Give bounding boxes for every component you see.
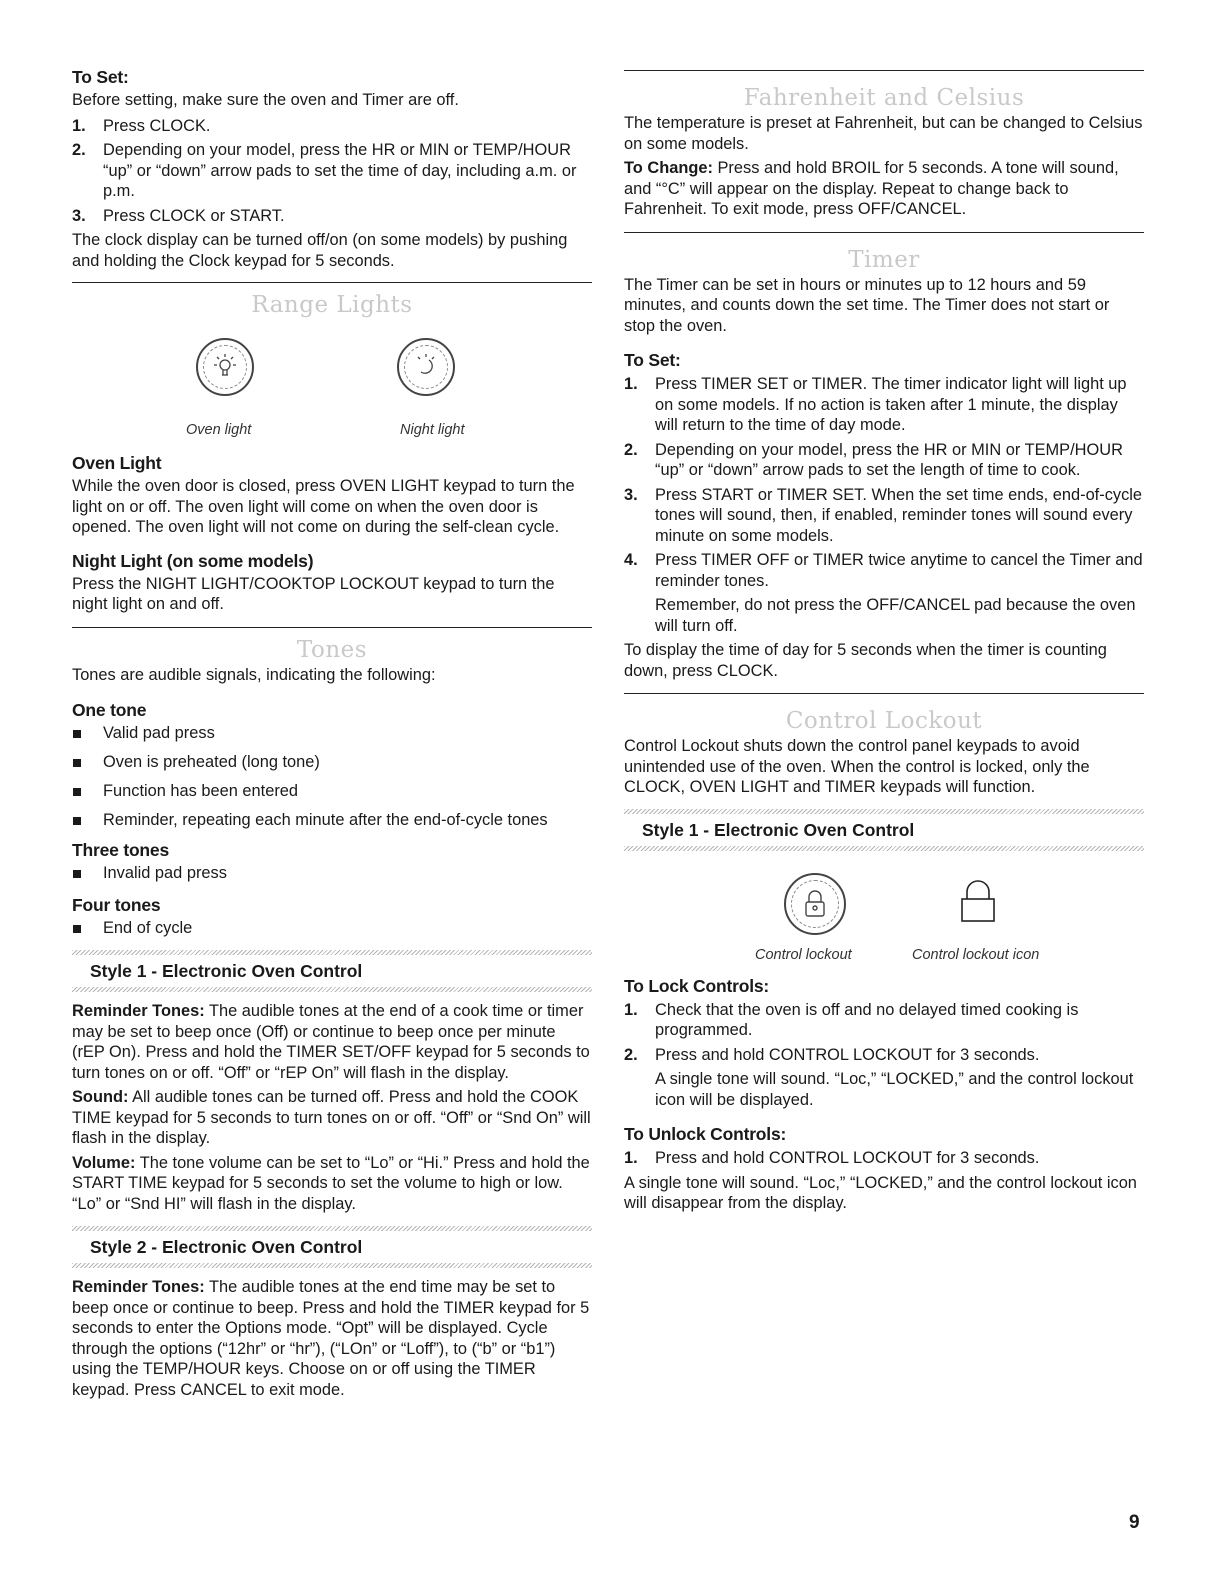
night-light-icon	[397, 338, 455, 396]
toset-heading: To Set:	[72, 67, 129, 87]
lock-outline-icon	[958, 875, 998, 923]
four-tones-heading: Four tones	[72, 894, 161, 915]
lock-steps	[624, 1000, 1144, 1111]
list-item: 2. Depending on your model, press the HR or MIN or TEMP/HOUR “up” or “down” arrow pads to set the length of time to cook.	[624, 440, 1123, 479]
three-tones-heading: Three tones	[72, 840, 169, 860]
fc-change: To Change: Press and hold BROIL for 5 seconds. A tone will sound, and “°C” will appear on the display. Repeat to change back to Fahrenheit. To exit mode, press OFF/CANCEL.	[624, 159, 1119, 218]
section-title-fahrenheit-celsius: Fahrenheit and Celsius	[743, 85, 1025, 111]
one-tone-heading: One tone	[72, 700, 147, 720]
hatch-divider	[72, 1263, 592, 1268]
list-item: Oven is preheated (long tone)	[72, 752, 592, 773]
list-item: 2. Press and hold CONTROL LOCKOUT for 3 seconds. A single tone will sound. “Loc,” “LOCKED,” and the control lockout icon will be displayed.	[624, 1045, 1134, 1109]
list-item: End of cycle	[72, 918, 592, 939]
divider	[72, 282, 592, 283]
one-tone-list	[72, 723, 592, 831]
style1-lockout-heading: Style 1 - Electronic Oven Control	[642, 819, 915, 840]
list-item: 1. Press TIMER SET or TIMER. The timer indicator light will light up on some models. If no action is taken after 1 minute, the display will return to the time of day mode.	[624, 375, 1127, 434]
range-lights-icons	[72, 320, 592, 448]
section-title-range-lights: Range Lights	[251, 292, 413, 318]
divider	[624, 232, 1144, 233]
section-title-control-lockout: Control Lockout	[785, 708, 983, 734]
timer-note: To display the time of day for 5 seconds when the timer is counting down, press CLOCK.	[624, 641, 1107, 680]
timer-steps	[624, 374, 1144, 636]
list-item: Reminder, repeating each minute after the end-of-cycle tones	[72, 810, 592, 831]
style1-sound: Sound: All audible tones can be turned off. Press and hold the COOK TIME keypad for 5 seconds to turn tones on or off. “Off” or “Snd On” will flash in the display.	[72, 1088, 591, 1147]
list-item: 1. Press and hold CONTROL LOCKOUT for 3 seconds.	[624, 1149, 1040, 1167]
list-item: Invalid pad press	[72, 863, 592, 884]
lockout-icons	[624, 851, 1144, 969]
list-item: Function has been entered	[72, 781, 592, 802]
page-number: 9	[1129, 1512, 1140, 1533]
lockout-text: Control Lockout shuts down the control panel keypads to avoid unintended use of the oven. When the control is locked, only the CLOCK, OVEN LIGHT and TIMER keypads will function.	[624, 737, 1090, 796]
control-lockout-caption: Control lockout	[755, 946, 852, 963]
control-lockout-icon	[784, 873, 846, 935]
oven-light-icon	[196, 338, 254, 396]
list-item: Valid pad press	[72, 723, 592, 744]
oven-light-caption: Oven light	[186, 422, 252, 438]
oven-light-heading: Oven Light	[72, 453, 162, 473]
timer-text: The Timer can be set in hours or minutes up to 12 hours and 59 minutes, and counts down the set time. The Timer does not start or stop the oven.	[624, 275, 1110, 335]
four-tones-list	[72, 918, 592, 939]
tones-intro: Tones are audible signals, indicating the following:	[72, 665, 436, 684]
unlock-heading: To Unlock Controls:	[624, 1124, 787, 1144]
right-column	[624, 70, 1144, 1214]
fc-text: The temperature is preset at Fahrenheit, but can be changed to Celsius on some models.	[624, 114, 1143, 153]
unlock-note: A single tone will sound. “Loc,” “LOCKED,” and the control lockout icon will disappear from the display.	[624, 1173, 1137, 1212]
list-item: 1. Check that the oven is off and no delayed timed cooking is programmed.	[624, 1000, 1079, 1039]
style1-heading: Style 1 - Electronic Oven Control	[90, 961, 363, 981]
night-light-caption: Night light	[400, 422, 465, 438]
list-item: 3. Press START or TIMER SET. When the set time ends, end-of-cycle tones will sound, then, if enabled, reminder tones will sound every minute on some models.	[624, 485, 1143, 545]
style2-reminder: Reminder Tones: The audible tones at the end time may be set to beep once or continue to beep. Press and hold the TIMER keypad for 5 seconds to enter the Options mode. “Opt” will be displayed. Cycle through the options (“12hr” or “hr”), (“LOn” or “Loff”), to (“b” or “b1”) using the TEMP/HOUR keys. Choose on or off using the TIMER keypad. Press CANCEL to exit mode.	[72, 1278, 590, 1399]
divider	[624, 70, 1144, 71]
list-item: 1. Press CLOCK.	[72, 116, 211, 135]
toset-note: The clock display can be turned off/on (on some models) by pushing and holding the Clock keypad for 5 seconds.	[72, 231, 568, 270]
lock-heading: To Lock Controls:	[624, 975, 770, 996]
divider	[624, 693, 1144, 694]
three-tones-list	[72, 863, 592, 884]
divider	[72, 627, 592, 628]
section-title-tones: Tones	[296, 636, 368, 663]
list-item: 3. Press CLOCK or START.	[72, 206, 285, 225]
control-lockout-icon-caption: Control lockout icon	[912, 946, 1040, 963]
night-light-heading: Night Light (on some models)	[72, 550, 314, 571]
style1-reminder: Reminder Tones: The audible tones at the end of a cook time or timer may be set to beep once (Off) or continue to beep once per minute (rEP On). Press and hold the TIMER SET/OFF keypad for 5 seconds to turn tones on or off. “Off” or “rEP On” will flash in the display.	[72, 1002, 590, 1082]
list-item: 4. Press TIMER OFF or TIMER twice anytime to cancel the Timer and reminder tones. Remember, do not press the OFF/CANCEL pad because the oven will turn off.	[624, 551, 1143, 635]
toset-steps	[72, 116, 592, 227]
style2-heading: Style 2 - Electronic Oven Control	[90, 1237, 363, 1257]
style1-volume: Volume: The tone volume can be set to “Lo” or “Hi.” Press and hold the START TIME keypad for 5 seconds to set the volume to high or low. “Lo” or “Snd HI” will flash in the display.	[72, 1153, 590, 1213]
oven-light-text: While the oven door is closed, press OVEN LIGHT keypad to turn the light on or off. The oven light will come on when the oven door is opened. The oven light will not come on during the self-clean cycle.	[72, 477, 575, 536]
unlock-steps	[624, 1148, 1144, 1169]
night-light-text: Press the NIGHT LIGHT/COOKTOP LOCKOUT keypad to turn the night light on and off.	[72, 574, 555, 613]
toset-intro: Before setting, make sure the oven and Timer are off.	[72, 91, 459, 109]
left-column	[72, 66, 592, 1400]
hatch-divider	[72, 987, 592, 992]
list-item: 2. Depending on your model, press the HR or MIN or TEMP/HOUR “up” or “down” arrow pads to set the time of day, including a.m. or p.m.	[72, 141, 577, 200]
section-title-timer: Timer	[848, 246, 920, 273]
timer-toset-heading: To Set:	[624, 350, 681, 370]
